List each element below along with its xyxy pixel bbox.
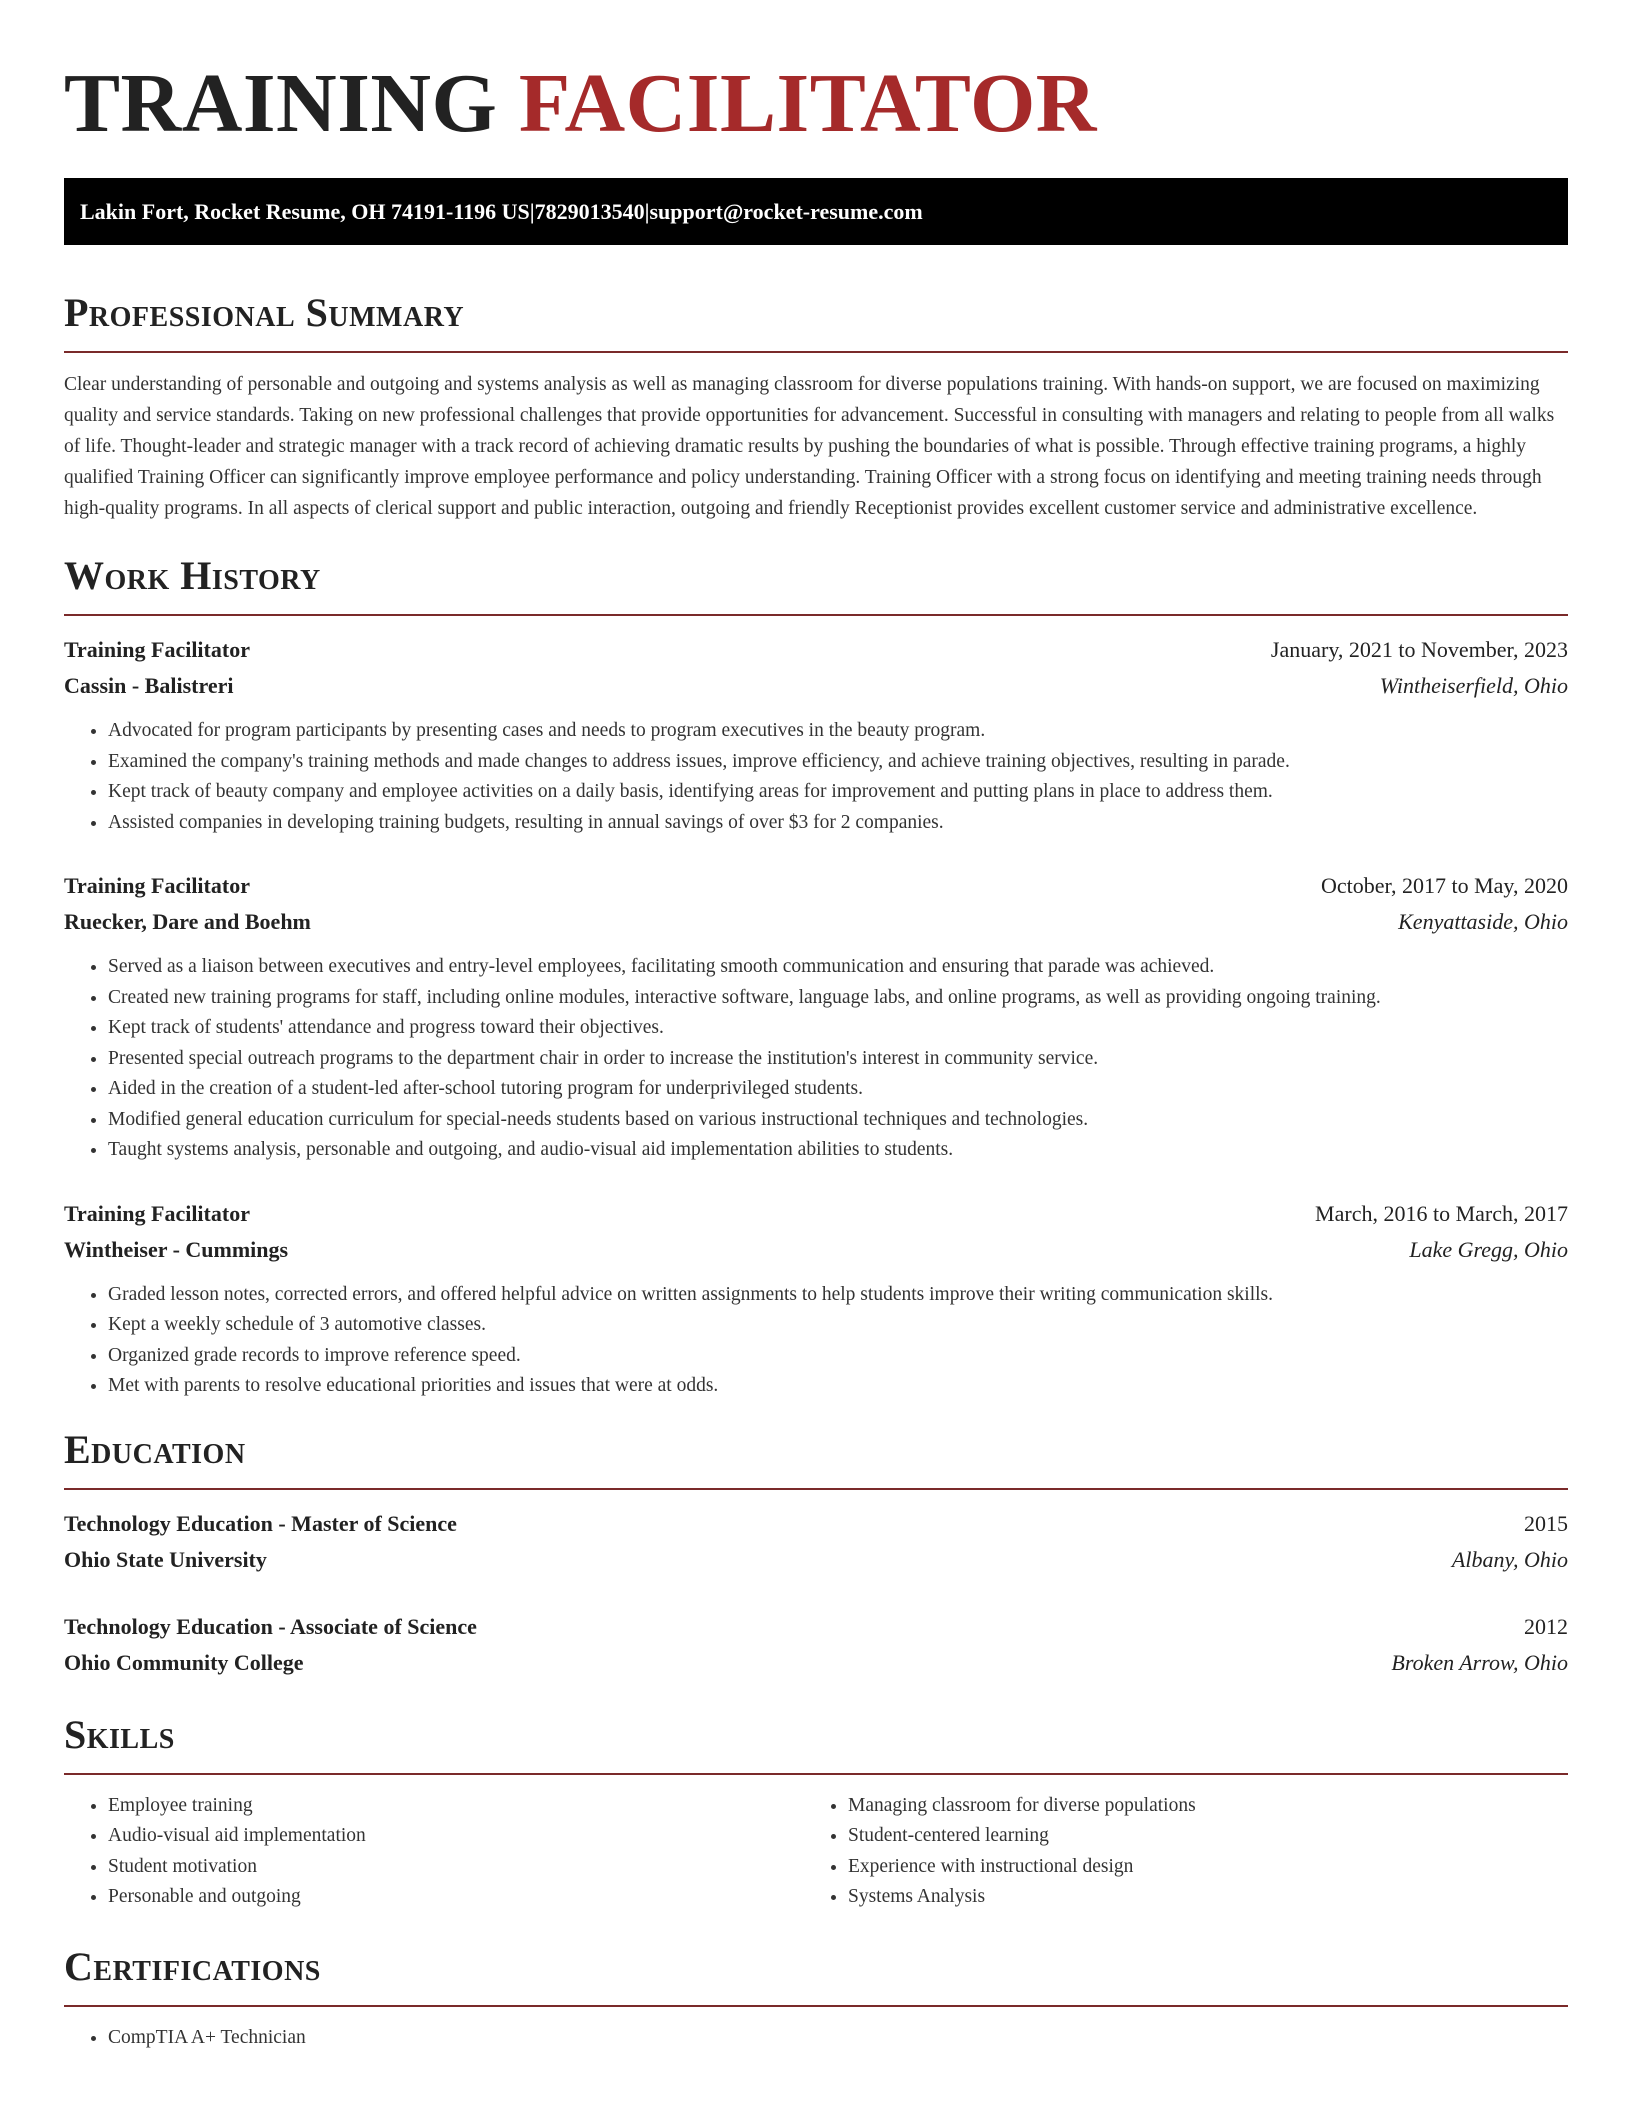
job-title: Training Facilitator [64, 637, 250, 662]
education-entry [64, 1506, 1568, 1578]
section-heading-skills: Skills [64, 1711, 175, 1757]
skill-item: • Student-centered learning [848, 1821, 1544, 1852]
job-title: Training Facilitator [64, 1200, 250, 1226]
job-bullet: • Kept a weekly schedule of 3 automotive classes. [108, 1310, 1568, 1341]
education-year: 2015 [1524, 1510, 1568, 1536]
job-bullet: • Modified general education curriculum for special-needs students based on various instructional techniques and technologies. [108, 1105, 1568, 1136]
job-title: Training Facilitator [64, 873, 250, 898]
education-entry [64, 1609, 1568, 1681]
job-bullet: • Taught systems analysis, personable and outgoing, and audio-visual aid implementation abilities to students. [108, 1135, 1568, 1166]
skill-item: • Employee training [108, 1791, 804, 1822]
job-header-row [64, 632, 1568, 668]
job-company-row [64, 904, 1568, 940]
section-divider [64, 1488, 1568, 1490]
job-location: Lake Gregg, Ohio [1409, 1236, 1568, 1262]
section-divider [64, 1773, 1568, 1775]
contact-separator: | [644, 198, 650, 224]
work-history-section [64, 552, 1568, 1402]
education-degree: Technology Education - Master of Science [64, 1510, 457, 1536]
contact-bar [64, 178, 1568, 245]
skill-item: • Systems Analysis [848, 1882, 1544, 1913]
section-heading-summary: Professional Summary [64, 290, 465, 335]
job-bullet: • Assisted companies in developing training budgets, resulting in annual savings of over $3 for 2 companies. [108, 808, 1568, 839]
job-bullet: • Served as a liaison between executives and entry-level employees, facilitating smooth communication and ensuring that parade was achieved. [108, 952, 1568, 983]
section-heading-certifications: Certifications [64, 1943, 321, 1989]
education-degree-row [64, 1506, 1568, 1542]
job-dates: March, 2016 to March, 2017 [1315, 1200, 1568, 1226]
job-bullet: • Organized grade records to improve reference speed. [108, 1341, 1568, 1372]
education-school: Ohio State University [64, 1546, 267, 1572]
skill-item: • Managing classroom for diverse populations [848, 1791, 1544, 1822]
summary-section [64, 289, 1568, 524]
skill-item: • Audio-visual aid implementation [108, 1821, 804, 1852]
title-word-2: FACILITATOR [518, 57, 1097, 150]
education-school-row [64, 1645, 1568, 1681]
certifications-section [64, 1943, 1568, 2054]
title-word-1: TRAINING [64, 57, 498, 150]
skill-item: • Student motivation [108, 1852, 804, 1883]
job-bullet: • Graded lesson notes, corrected errors, and offered helpful advice on written assignments to help students improve their writing communication skills. [108, 1280, 1568, 1311]
skills-grid [64, 1791, 1568, 1913]
job-company: Ruecker, Dare and Boehm [64, 909, 311, 934]
education-year: 2012 [1524, 1613, 1568, 1639]
job-bullet: • Kept track of students' attendance and progress toward their objectives. [108, 1013, 1568, 1044]
contact-address: Lakin Fort, Rocket Resume, OH 74191-1196 US [80, 198, 530, 224]
section-heading-education: Education [64, 1426, 246, 1472]
job-bullets [64, 1280, 1568, 1402]
job-bullets [64, 716, 1568, 838]
job-company-row [64, 668, 1568, 704]
job-bullet: • Kept track of beauty company and employee activities on a daily basis, identifying areas for improvement and putting plans in place to address them. [108, 777, 1568, 808]
education-location: Broken Arrow, Ohio [1391, 1649, 1568, 1675]
contact-phone: 7829013540 [534, 198, 645, 224]
contact-email: support@rocket-resume.com [649, 198, 923, 224]
job-entry [64, 868, 1568, 1166]
certifications-list [64, 2023, 1568, 2054]
job-header-row [64, 868, 1568, 904]
job-dates: January, 2021 to November, 2023 [1270, 637, 1568, 662]
job-bullet: • Aided in the creation of a student-led after-school tutoring program for underprivileged students. [108, 1074, 1568, 1105]
job-entry [64, 632, 1568, 838]
skills-section [64, 1711, 1568, 1913]
job-bullets [64, 952, 1568, 1166]
section-divider [64, 2005, 1568, 2007]
job-bullet: • Created new training programs for staff, including online modules, interactive software, language labs, and online programs, as well as providing ongoing training. [108, 983, 1568, 1014]
education-degree: Technology Education - Associate of Science [64, 1613, 477, 1639]
resume-title [64, 0, 1568, 152]
education-location: Albany, Ohio [1451, 1546, 1568, 1572]
education-school: Ohio Community College [64, 1649, 304, 1675]
job-bullet: • Met with parents to resolve educational priorities and issues that were at odds. [108, 1371, 1568, 1402]
job-dates: October, 2017 to May, 2020 [1321, 873, 1568, 898]
section-divider [64, 614, 1568, 616]
summary-text: Clear understanding of personable and outgoing and systems analysis as well as managing classroom for diverse populations training. With hands-on support, we are focused on maximizing quality and service standards. Taking on new professional challenges that provide opportunities for advancement. Successful in consulting with managers and relating to people from all walks of life. Thought-leader and strategic manager with a track record of achieving dramatic results by pushing the boundaries of what is possible. Through effective training programs, a highly qualified Training Officer can significantly improve employee performance and policy understanding. Training Officer with a strong focus on identifying and meeting training needs through high-quality programs. In all aspects of clerical support and public interaction, outgoing and friendly Receptionist provides excellent customer service and administrative excellence. [64, 374, 1555, 519]
skills-list-left [64, 1791, 804, 1913]
job-company: Wintheiser - Cummings [64, 1236, 289, 1262]
education-school-row [64, 1542, 1568, 1578]
job-location: Kenyattaside, Ohio [1398, 909, 1568, 934]
contact-separator: | [529, 198, 535, 224]
job-bullet: • Advocated for program participants by presenting cases and needs to program executives in the beauty program. [108, 716, 1568, 747]
job-header-row [64, 1196, 1568, 1232]
job-company: Cassin - Balistreri [64, 673, 234, 698]
certification-item: • CompTIA A+ Technician [108, 2023, 1568, 2054]
job-company-row [64, 1232, 1568, 1268]
skill-item: • Personable and outgoing [108, 1882, 804, 1913]
job-bullet: • Presented special outreach programs to the department chair in order to increase the institution's interest in community service. [108, 1044, 1568, 1075]
section-heading-work: Work History [64, 553, 321, 598]
education-section [64, 1426, 1568, 1681]
skill-item: • Experience with instructional design [848, 1852, 1544, 1883]
education-degree-row [64, 1609, 1568, 1645]
section-divider [64, 351, 1568, 353]
skills-list-right [804, 1791, 1544, 1913]
job-entry [64, 1196, 1568, 1402]
job-bullet: • Examined the company's training methods and made changes to address issues, improve efficiency, and achieve training objectives, resulting in parade. [108, 747, 1568, 778]
job-location: Wintheiserfield, Ohio [1379, 673, 1568, 698]
